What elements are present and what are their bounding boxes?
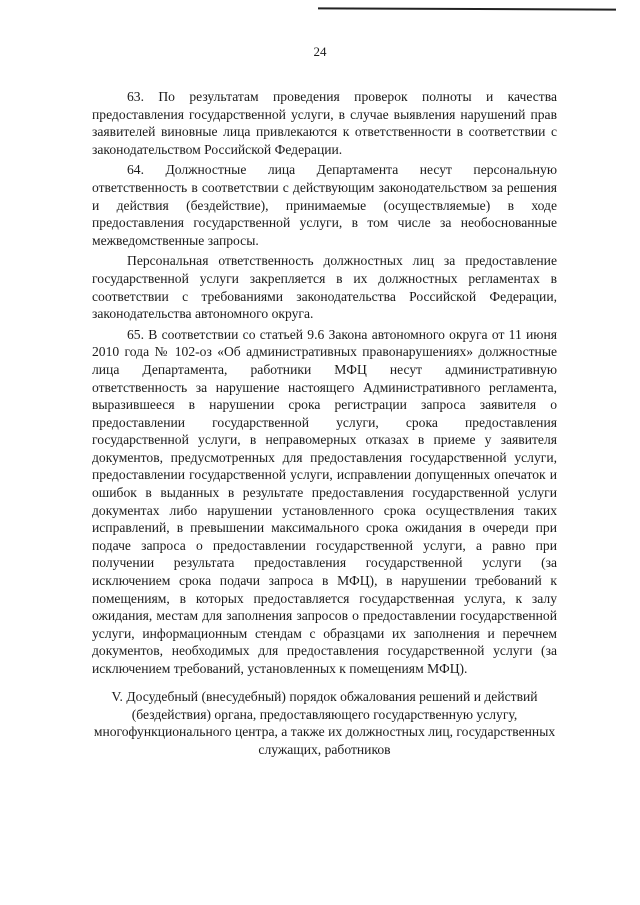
paragraph-personal-responsibility: Персональная ответственность должностных лиц за предоставление государственной услуги закрепляется в их должностных регламентах в соответствии с требованиями законодательства Российской Федерации, законодательства автономного округа. — [92, 253, 557, 322]
page-number: 24 — [313, 44, 327, 59]
paragraph-64: 64. Должностные лица Департамента несут персональную ответственность в соответствии с действующим законодательством за решения и действия (бездействие), принимаемые (осуществляемые) в ходе предоставления государственной услуги, в том числе за необоснованные межведомственные запросы. — [92, 162, 557, 248]
paragraph-63: 63. По результатам проведения проверок полноты и качества предоставления государственной услуги, в случае выявления нарушений прав заявителей виновные лица привлекаются к ответственности в соответствии с законодательством Российской Федерации. — [92, 89, 557, 157]
document-body — [92, 88, 557, 681]
paragraph-65: 65. В соответствии со статьей 9.6 Закона автономного округа от 11 июня 2010 года № 102-оз «Об административных правонарушениях» должностные лица Департамента, работники МФЦ несут административную ответственность за нарушение настоящего Административного регламента, выразившееся в нарушении срока регистрации запроса заявителя о предоставлении государственной услуги, срока предоставления государственной услуги, в неправомерных отказах в приеме у заявителя документов, предусмотренных для предоставления государственной услуги, предоставлении государственной услуги, исправлении допущенных опечаток и ошибок в выданных в результате предоставления государственной услуги документах либо нарушении установленного срока осуществления таких исправлений, в превышении максимального срока ожидания в очереди при подаче запроса о предоставлении государственной услуги, а равно при получении результата предоставления государственной услуги (за исключением срока подачи запроса в МФЦ), в нарушении требований к помещениям, в которых предоставляется государственная услуга, к залу ожидания, местам для заполнения запросов о предоставлении государственной услуги, информационным стендам с образцами их заполнения и перечнем документов, необходимых для предоставления государственной услуги (за исключением требований, установленных к помещениям МФЦ). — [92, 326, 557, 676]
section-heading: V. Досудебный (внесудебный) порядок обжалования решений и действий (бездействия) органа, предоставляющего государственную услугу, многофункционального центра, а также их должностных лиц, государственных служащих, работников — [93, 689, 556, 757]
header-rule — [318, 7, 616, 10]
